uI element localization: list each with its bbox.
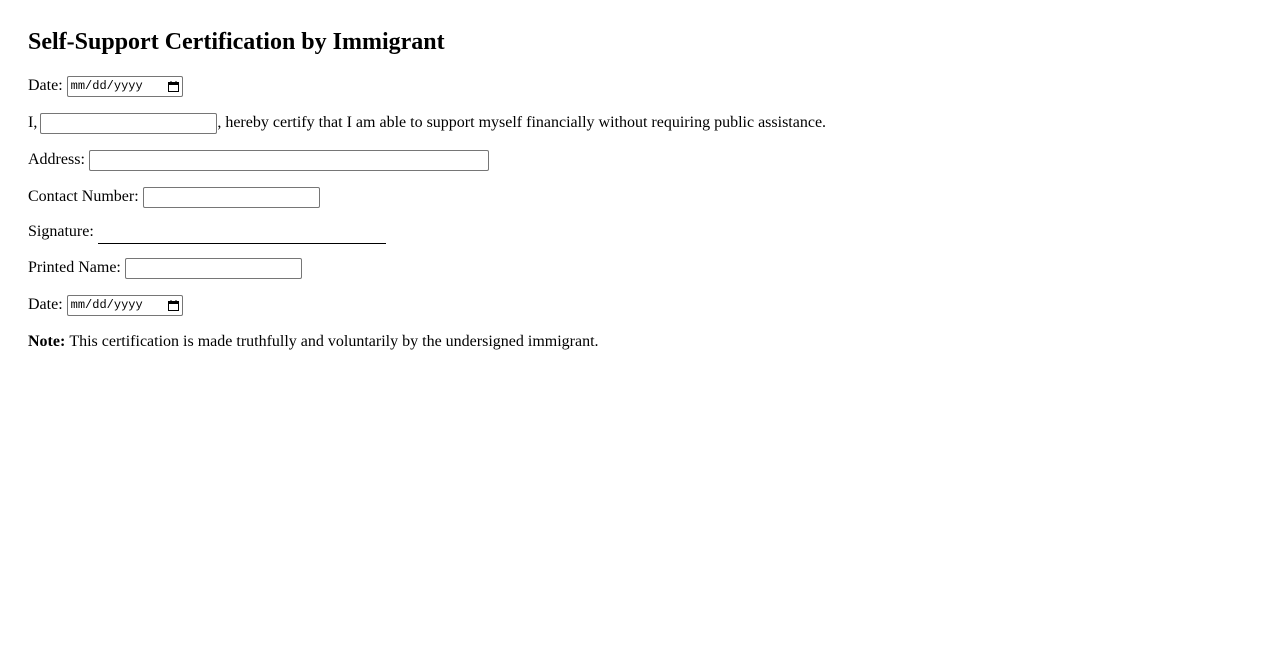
certify-statement: , hereby certify that I am able to support myself financially without requiring public assistance. <box>217 114 827 131</box>
printed-name-input[interactable] <box>125 258 302 279</box>
date-placeholder-1: mm/dd/yyyy <box>70 79 143 93</box>
contact-row <box>28 186 320 208</box>
note-row <box>28 331 599 353</box>
date-input-2[interactable] <box>67 295 183 316</box>
address-row <box>28 149 489 171</box>
note-text: This certification is made truthfully and voluntarily by the undersigned immigrant. <box>69 333 599 350</box>
signature-row <box>28 221 386 243</box>
date-input-1[interactable] <box>67 76 183 97</box>
name-input[interactable] <box>40 113 217 134</box>
calendar-icon[interactable] <box>168 81 179 92</box>
calendar-icon[interactable] <box>168 300 179 311</box>
date-label-2: Date: <box>28 296 63 313</box>
certify-row <box>28 112 826 134</box>
signature-label: Signature: <box>28 223 94 240</box>
note-label: Note: <box>28 333 66 350</box>
signature-line <box>98 227 386 244</box>
date-placeholder-2: mm/dd/yyyy <box>70 298 143 312</box>
address-input[interactable] <box>89 150 489 171</box>
printed-name-row <box>28 257 302 279</box>
address-label: Address: <box>28 151 85 168</box>
certify-prefix: I, <box>28 114 38 131</box>
date-label-1: Date: <box>28 77 63 94</box>
page-title: Self-Support Certification by Immigrant <box>28 29 445 55</box>
date-row-2 <box>28 294 183 316</box>
contact-label: Contact Number: <box>28 188 139 205</box>
date-row-1 <box>28 75 183 97</box>
contact-number-input[interactable] <box>143 187 320 208</box>
printed-name-label: Printed Name: <box>28 259 121 276</box>
